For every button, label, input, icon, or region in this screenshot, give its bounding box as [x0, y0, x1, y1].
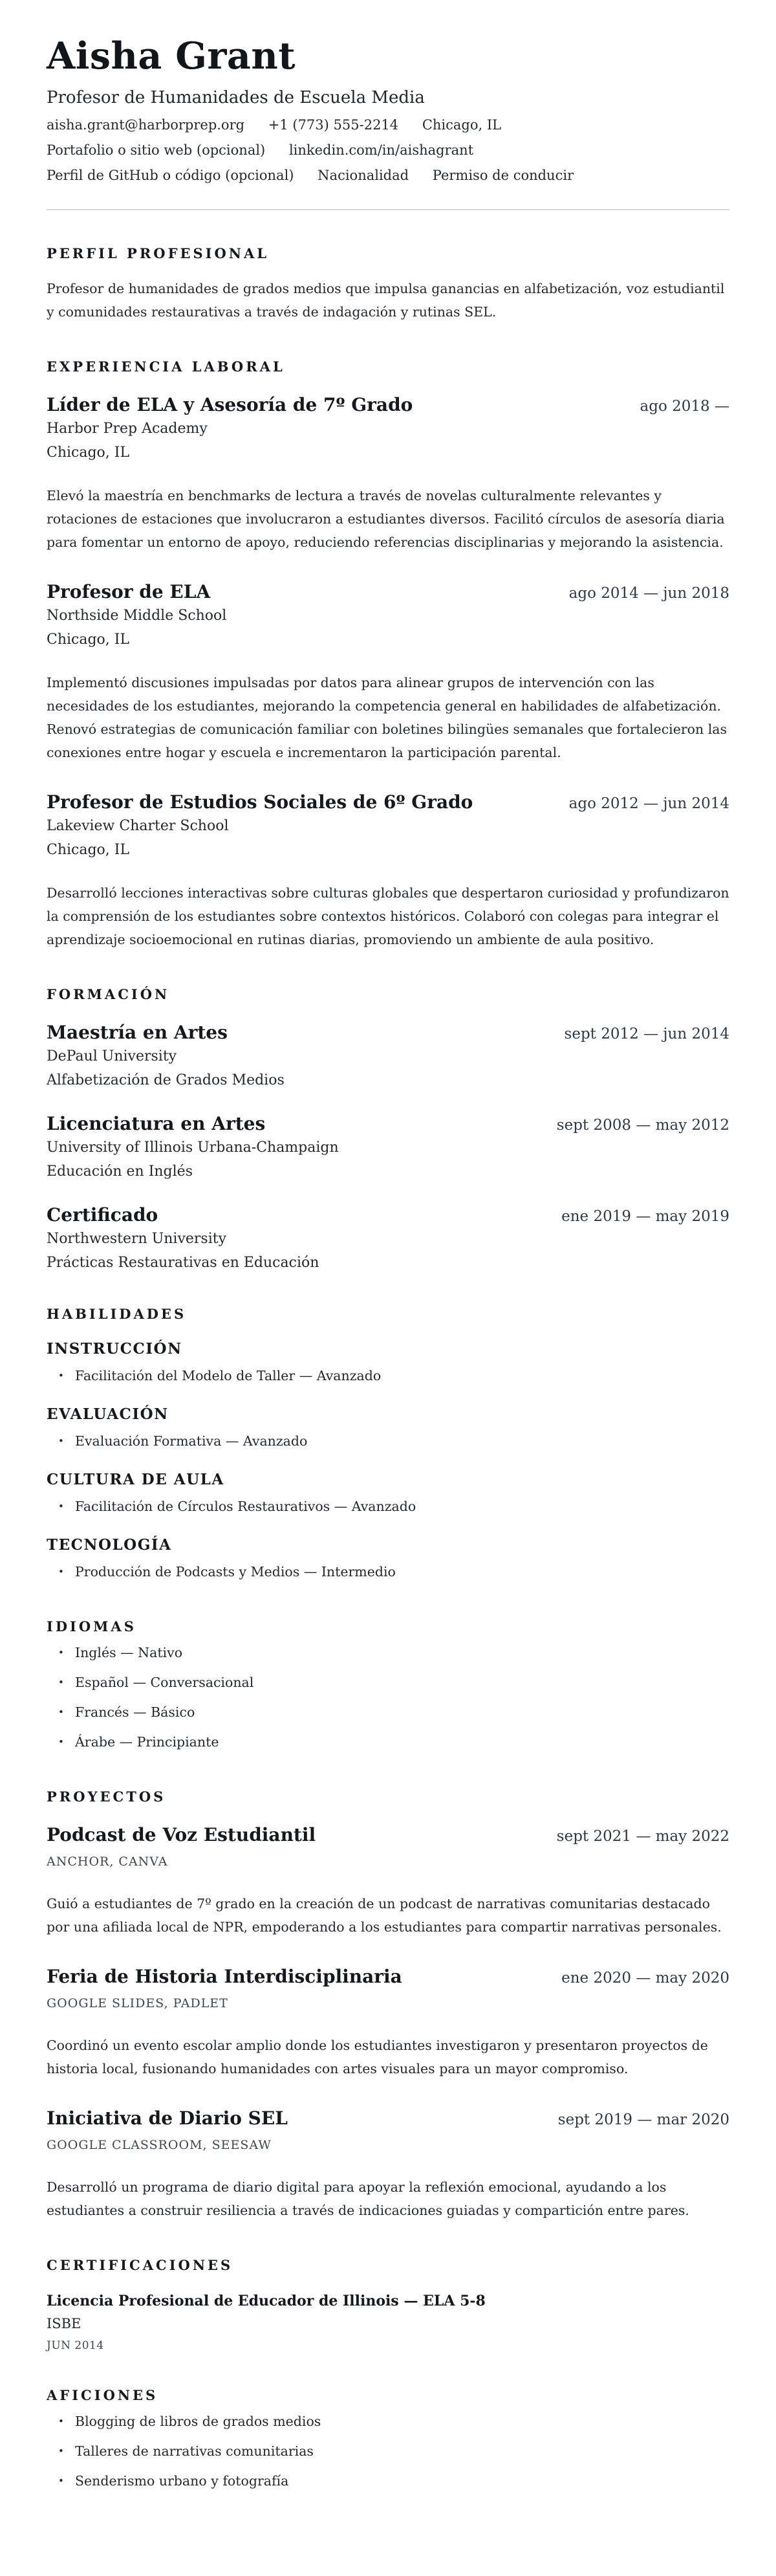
contact-email: aisha.grant@harborprep.org — [47, 116, 245, 133]
hobby-item — [47, 2410, 729, 2433]
certification-title: Licencia Profesional de Educador de Illinois — ELA 5-8 — [47, 2292, 486, 2309]
project-dates: ene 2020 — may 2020 — [561, 1969, 729, 1987]
project-entry — [47, 1824, 729, 1939]
section-heading-projects: PROYECTOS — [47, 1788, 166, 1805]
contact-nationality: Nacionalidad — [318, 167, 409, 183]
language-item — [47, 1641, 729, 1664]
contact-location: Chicago, IL — [422, 116, 502, 133]
section-heading-profile: PERFIL PROFESIONAL — [47, 245, 270, 261]
degree-school: DePaul University — [47, 1048, 177, 1064]
hobby-item-label: Talleres de narrativas comunitarias — [75, 2443, 314, 2459]
skill-item — [47, 1364, 729, 1387]
job-entry — [47, 791, 729, 951]
header — [47, 35, 729, 210]
bullet-icon: • — [58, 1435, 64, 1447]
hobby-item-label: Senderismo urbano y fotografía — [75, 2472, 289, 2489]
skill-item-label: Facilitación del Modelo de Taller — Avanzado — [75, 1367, 382, 1383]
hobby-item — [47, 2469, 729, 2493]
section-certifications — [47, 2257, 729, 2352]
project-entry — [47, 1966, 729, 2080]
job-description: Elevó la maestría en benchmarks de lectura a través de novelas culturalmente relevantes y rotaciones de estaciones que involucraron a estudiantes diversos. Facilitó círculos de asesoría diaria para fomentar un entorno de apoyo, reduciendo referencias disciplinarias y mejorando la asistencia. — [47, 487, 725, 550]
section-heading-languages: IDIOMAS — [47, 1618, 136, 1635]
bullet-icon: • — [58, 2474, 64, 2487]
contact-github: Perfil de GitHub o código (opcional) — [47, 167, 294, 183]
job-dates: ago 2012 — jun 2014 — [568, 795, 729, 812]
bullet-icon: • — [58, 2415, 64, 2427]
project-dates: sept 2021 — may 2022 — [556, 1827, 729, 1845]
job-location: Chicago, IL — [47, 631, 130, 648]
education-entry — [47, 1204, 729, 1271]
project-entry — [47, 2108, 729, 2222]
degree-dates: ene 2019 — may 2019 — [561, 1207, 729, 1225]
section-projects — [47, 1789, 729, 2222]
job-entry — [47, 394, 729, 554]
skill-item — [47, 1429, 729, 1453]
contact-linkedin: linkedin.com/in/aishagrant — [288, 142, 474, 158]
job-dates: ago 2014 — jun 2018 — [568, 584, 729, 602]
contact-driving-permit: Permiso de conducir — [432, 167, 574, 183]
bullet-icon: • — [58, 1676, 64, 1688]
job-dates: ago 2018 — — [640, 397, 729, 415]
section-education — [47, 986, 729, 1271]
job-company: Northside Middle School — [47, 607, 227, 624]
hobby-item — [47, 2439, 729, 2463]
skill-category: INSTRUCCIÓN — [47, 1339, 182, 1358]
language-item-label: Francés — Básico — [75, 1704, 195, 1720]
header-divider — [47, 209, 729, 210]
degree-dates: sept 2008 — may 2012 — [556, 1116, 729, 1134]
bullet-icon: • — [58, 2445, 64, 2457]
project-dates: sept 2019 — mar 2020 — [557, 2111, 729, 2128]
section-profile — [47, 245, 729, 324]
bullet-icon: • — [58, 1500, 64, 1512]
job-location: Chicago, IL — [47, 841, 130, 858]
contact-row-1 — [47, 117, 729, 133]
language-item — [47, 1730, 729, 1754]
language-item-label: Inglés — Nativo — [75, 1644, 183, 1660]
profile-text: Profesor de humanidades de grados medios que impulsa ganancias en alfabetización, voz estudiantil y comunidades restaurativas a través de indagación y rutinas SEL. — [47, 280, 725, 320]
contact-row-2 — [47, 142, 729, 158]
education-entry — [47, 1113, 729, 1180]
person-name: Aisha Grant — [47, 34, 296, 78]
hobby-item-label: Blogging de libros de grados medios — [75, 2413, 321, 2429]
degree-title: Maestría en Artes — [47, 1021, 228, 1043]
section-heading-hobbies: AFICIONES — [47, 2386, 158, 2403]
section-heading-education: FORMACIÓN — [47, 985, 170, 1002]
skill-item-label: Producción de Podcasts y Medios — Intermedio — [75, 1563, 396, 1580]
project-description: Coordinó un evento escolar amplio donde los estudiantes investigaron y presentaron proyectos de historia local, fusionando humanidades con artes visuales para un mayor compromiso. — [47, 2037, 708, 2076]
section-heading-certifications: CERTIFICACIONES — [47, 2256, 233, 2273]
job-title: Profesor de Estudios Sociales de 6º Grado — [47, 791, 473, 813]
job-title: Profesor de ELA — [47, 580, 211, 602]
skill-group — [47, 1471, 729, 1518]
language-item — [47, 1701, 729, 1724]
project-title: Iniciativa de Diario SEL — [47, 2107, 288, 2129]
project-tools: GOOGLE CLASSROOM, SEESAW — [47, 2137, 272, 2152]
section-heading-skills: HABILIDADES — [47, 1305, 187, 1322]
section-skills — [47, 1306, 729, 1583]
project-tools: GOOGLE SLIDES, PADLET — [47, 1996, 228, 2010]
job-description: Implementó discusiones impulsadas por datos para alinear grupos de intervención con las necesidades de los estudiantes, mejorando la competencia general en habilidades de alfabetización. Renovó estrategias de comunicación familiar con boletines bilingües semanales que fortalecieron las conexiones entre hogar y escuela e incrementaron la participación parental. — [47, 674, 727, 760]
job-description: Desarrolló lecciones interactivas sobre culturas globales que despertaron curiosidad y profundizaron la comprensión de los estudiantes sobre contextos históricos. Colaboró con colegas para integrar el aprendizaje socioemocional en rutinas diarias, promoviendo un ambiente de aula positivo. — [47, 885, 729, 947]
project-title: Feria de Historia Interdisciplinaria — [47, 1965, 402, 1987]
language-item — [47, 1671, 729, 1694]
bullet-icon: • — [58, 1369, 64, 1382]
job-title: Líder de ELA y Asesoría de 7º Grado — [47, 393, 413, 415]
bullet-icon: • — [58, 1565, 64, 1578]
skill-group — [47, 1340, 729, 1387]
section-experience — [47, 358, 729, 951]
degree-school: Northwestern University — [47, 1230, 227, 1247]
skill-category: TECNOLOGÍA — [47, 1536, 172, 1554]
project-tools: ANCHOR, CANVA — [47, 1854, 168, 1869]
degree-title: Certificado — [47, 1204, 158, 1226]
language-item-label: Español — Conversacional — [75, 1674, 254, 1690]
certification-entry — [47, 2293, 729, 2352]
section-languages — [47, 1618, 729, 1754]
job-location: Chicago, IL — [47, 444, 130, 461]
bullet-icon: • — [58, 1646, 64, 1658]
job-company: Harbor Prep Academy — [47, 420, 208, 437]
skill-item — [47, 1495, 729, 1518]
degree-field: Alfabetización de Grados Medios — [47, 1072, 285, 1088]
person-title: Profesor de Humanidades de Escuela Media — [47, 87, 425, 107]
bullet-icon: • — [58, 1735, 64, 1748]
education-entry — [47, 1022, 729, 1088]
section-hobbies — [47, 2387, 729, 2493]
skill-group — [47, 1405, 729, 1453]
bullet-icon: • — [58, 1706, 64, 1718]
skill-category: EVALUACIÓN — [47, 1405, 169, 1423]
certification-date: JUN 2014 — [47, 2339, 104, 2352]
contact-row-3 — [47, 168, 729, 183]
project-title: Podcast de Voz Estudiantil — [47, 1823, 316, 1845]
contact-phone: +1 (773) 555-2214 — [268, 116, 399, 133]
project-description: Desarrolló un programa de diario digital para apoyar la reflexión emocional, ayudando a los estudiantes a construir resiliencia a través de indicaciones guiadas y compartición entre pares. — [47, 2179, 689, 2218]
certification-issuer: ISBE — [47, 2315, 81, 2331]
job-company: Lakeview Charter School — [47, 817, 229, 834]
language-item-label: Árabe — Principiante — [75, 1734, 219, 1750]
degree-field: Educación en Inglés — [47, 1163, 193, 1180]
skill-group — [47, 1536, 729, 1583]
skill-item-label: Facilitación de Círculos Restaurativos — Avanzado — [75, 1498, 416, 1514]
degree-field: Prácticas Restaurativas en Educación — [47, 1254, 319, 1271]
contact-portfolio: Portafolio o sitio web (opcional) — [47, 142, 266, 158]
job-entry — [47, 581, 729, 764]
degree-title: Licenciatura en Artes — [47, 1112, 266, 1134]
project-description: Guió a estudiantes de 7º grado en la creación de un podcast de narrativas comunitarias destacado por una afiliada local de NPR, empoderando a los estudiantes para compartir narrativas personales. — [47, 1895, 722, 1935]
section-heading-experience: EXPERIENCIA LABORAL — [47, 358, 285, 375]
degree-dates: sept 2012 — jun 2014 — [564, 1025, 729, 1042]
skill-item-label: Evaluación Formativa — Avanzado — [75, 1433, 308, 1449]
degree-school: University of Illinois Urbana-Champaign — [47, 1139, 339, 1156]
skill-item — [47, 1560, 729, 1583]
skill-category: CULTURA DE AULA — [47, 1470, 224, 1488]
